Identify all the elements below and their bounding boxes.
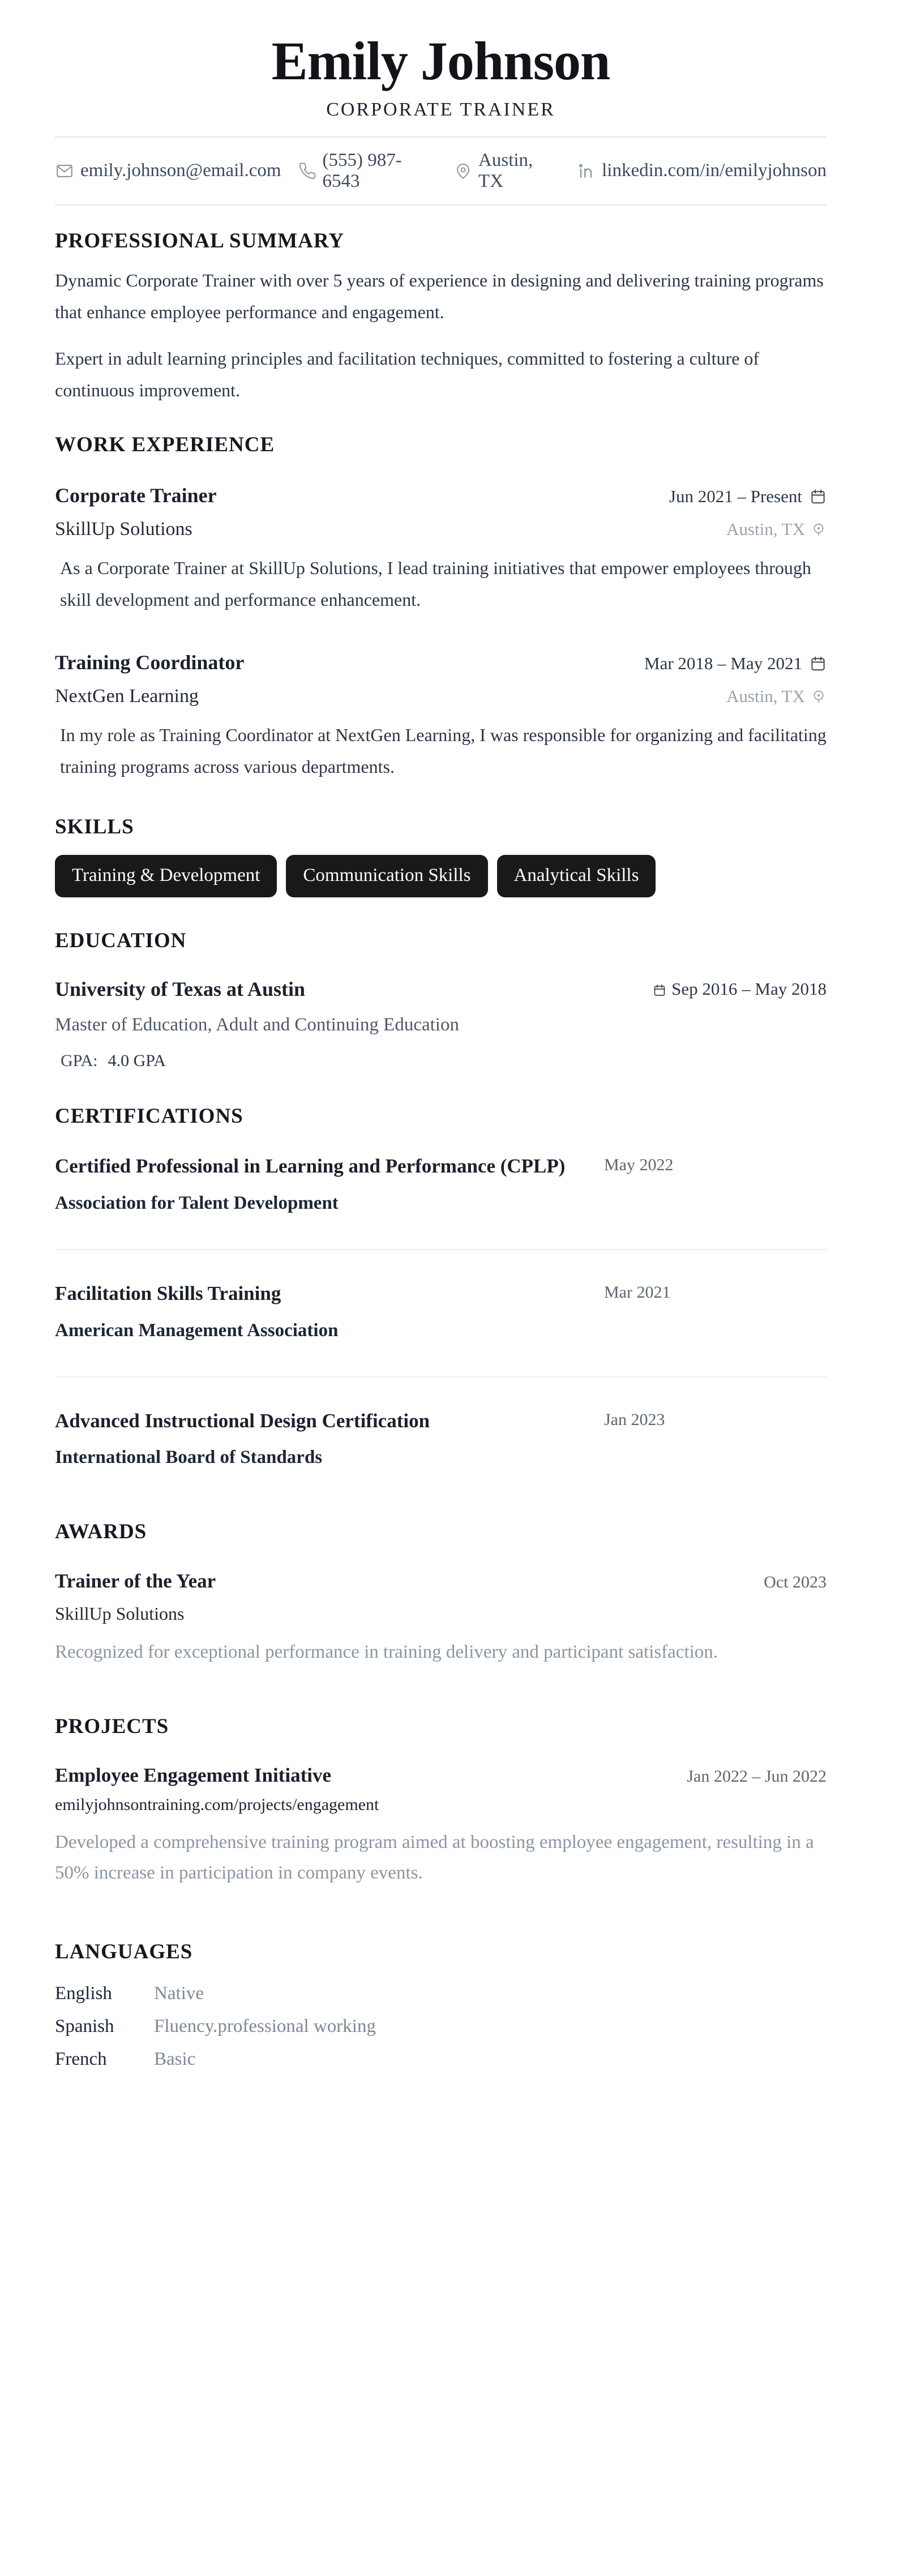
job-dates <box>644 653 827 674</box>
candidate-name: Emily Johnson <box>271 31 610 91</box>
certification-org: Association for Talent Development <box>55 1192 339 1213</box>
calendar-icon <box>653 983 666 997</box>
language-level: Fluency.professional working <box>154 2016 376 2037</box>
skill-pill-list <box>55 855 827 897</box>
language-row <box>55 1982 827 2005</box>
job-dates-text: Jun 2021 – Present <box>669 486 802 506</box>
project-dates: Jan 2022 – Jun 2022 <box>687 1767 827 1786</box>
section-education <box>55 929 827 1070</box>
job-description: In my role as Training Coordinator at NextGen Learning, I was responsible for organizing and facilitating training programs across various departments. <box>60 724 827 777</box>
education-heading: EDUCATION <box>55 929 187 953</box>
section-professional-summary <box>55 229 827 406</box>
education-dates-text: Sep 2016 – May 2018 <box>671 978 827 999</box>
gpa-value: 4.0 GPA <box>108 1051 166 1070</box>
award-date: Oct 2023 <box>764 1572 827 1591</box>
job-location-text: Austin, TX <box>726 519 805 539</box>
location-pin-icon <box>454 162 472 180</box>
linkedin-icon <box>577 162 596 180</box>
phone-icon <box>298 162 316 180</box>
language-row <box>55 2015 827 2038</box>
contact-phone-text: (555) 987-6543 <box>322 149 402 191</box>
contact-email-text: emily.johnson@email.com <box>80 160 281 181</box>
section-certifications <box>55 1105 827 1469</box>
project-entry <box>55 1761 827 1888</box>
skill-pill: Communication Skills <box>286 855 487 897</box>
certification-title: Certified Professional in Learning and Performance (CPLP) <box>55 1155 566 1178</box>
language-name: Spanish <box>55 2016 114 2037</box>
project-title: Employee Engagement Initiative <box>55 1764 332 1787</box>
contact-linkedin[interactable] <box>577 160 827 181</box>
header-bottom-divider <box>55 204 827 206</box>
work-heading: WORK EXPERIENCE <box>55 433 275 457</box>
section-projects <box>55 1715 827 1888</box>
project-description: Developed a comprehensive training program aimed at boosting employee engagement, resulting in a 50% increase in participation in company events. <box>55 1832 814 1883</box>
resume-page <box>0 33 899 2576</box>
job-dates-text: Mar 2018 – May 2021 <box>644 653 802 673</box>
award-entry <box>55 1567 827 1667</box>
gpa-label: GPA: <box>61 1051 98 1070</box>
summary-heading: PROFESSIONAL SUMMARY <box>55 229 345 253</box>
job-entry <box>55 482 827 615</box>
language-name: French <box>55 2049 107 2070</box>
certification-date: Jan 2023 <box>604 1410 665 1429</box>
contact-linkedin-text: linkedin.com/in/emilyjohnson <box>602 160 827 181</box>
skill-pill: Analytical Skills <box>497 855 656 897</box>
job-dates <box>669 486 827 507</box>
skill-pill: Training & Development <box>55 855 277 897</box>
language-list <box>55 1982 827 2070</box>
job-location-text: Austin, TX <box>726 686 805 706</box>
location-dot-icon <box>811 521 827 537</box>
contact-email[interactable] <box>55 160 281 181</box>
section-languages <box>55 1940 827 2071</box>
project-link[interactable]: emilyjohnsontraining.com/projects/engagement <box>55 1795 379 1814</box>
contact-location <box>454 150 560 192</box>
certification-org: International Board of Standards <box>55 1447 323 1468</box>
section-awards <box>55 1520 827 1667</box>
contact-bar <box>55 138 827 204</box>
job-company: SkillUp Solutions <box>55 518 192 540</box>
resume-content <box>55 33 827 2070</box>
languages-heading: LANGUAGES <box>55 1940 193 1963</box>
awards-heading: AWARDS <box>55 1520 147 1544</box>
degree: Master of Education, Adult and Continuing Education <box>55 1014 459 1035</box>
candidate-job-title: CORPORATE TRAINER <box>326 99 555 120</box>
certification-org: American Management Association <box>55 1320 339 1341</box>
school-name: University of Texas at Austin <box>55 977 306 1000</box>
award-description: Recognized for exceptional performance in training delivery and participant satisfaction. <box>55 1641 718 1662</box>
calendar-icon <box>810 488 827 505</box>
job-title: Corporate Trainer <box>55 483 217 507</box>
job-description: As a Corporate Trainer at SkillUp Solutions, I lead training initiatives that empower employees through skill development and performance enhancement. <box>60 557 811 610</box>
calendar-icon <box>810 655 827 672</box>
location-dot-icon <box>811 688 827 704</box>
skills-heading: SKILLS <box>55 815 134 838</box>
job-entry <box>55 649 827 782</box>
certification-divider <box>55 1249 827 1250</box>
contact-phone[interactable] <box>298 150 438 192</box>
projects-heading: PROJECTS <box>55 1714 169 1738</box>
section-skills <box>55 815 827 898</box>
section-work-experience <box>55 433 827 782</box>
award-org: SkillUp Solutions <box>55 1603 185 1624</box>
mail-icon <box>55 161 74 181</box>
contact-location-text: Austin, TX <box>478 149 533 191</box>
job-company: NextGen Learning <box>55 685 199 707</box>
certification-entry <box>55 1152 827 1214</box>
certification-entry <box>55 1407 827 1469</box>
summary-paragraph-1: Dynamic Corporate Trainer with over 5 years of experience in designing and delivering training programs that enhance employee performance and engagement. <box>55 270 824 323</box>
award-title: Trainer of the Year <box>55 1569 216 1592</box>
gpa-row <box>55 1051 827 1071</box>
certification-title: Facilitation Skills Training <box>55 1282 281 1304</box>
certification-title: Advanced Instructional Design Certification <box>55 1409 430 1432</box>
language-row <box>55 2048 827 2070</box>
job-title: Training Coordinator <box>55 651 245 674</box>
certification-date: Mar 2021 <box>604 1282 671 1302</box>
education-dates <box>653 979 827 999</box>
job-location <box>726 519 827 540</box>
summary-paragraph-2: Expert in adult learning principles and facilitation techniques, committed to fostering a culture of continuous improvement. <box>55 348 760 401</box>
certifications-heading: CERTIFICATIONS <box>55 1104 243 1128</box>
certification-divider <box>55 1376 827 1377</box>
certification-entry <box>55 1280 827 1341</box>
job-location <box>726 686 827 707</box>
certification-date: May 2022 <box>604 1156 674 1175</box>
language-level: Native <box>154 1983 204 2004</box>
language-level: Basic <box>154 2049 196 2070</box>
language-name: English <box>55 1983 112 2004</box>
